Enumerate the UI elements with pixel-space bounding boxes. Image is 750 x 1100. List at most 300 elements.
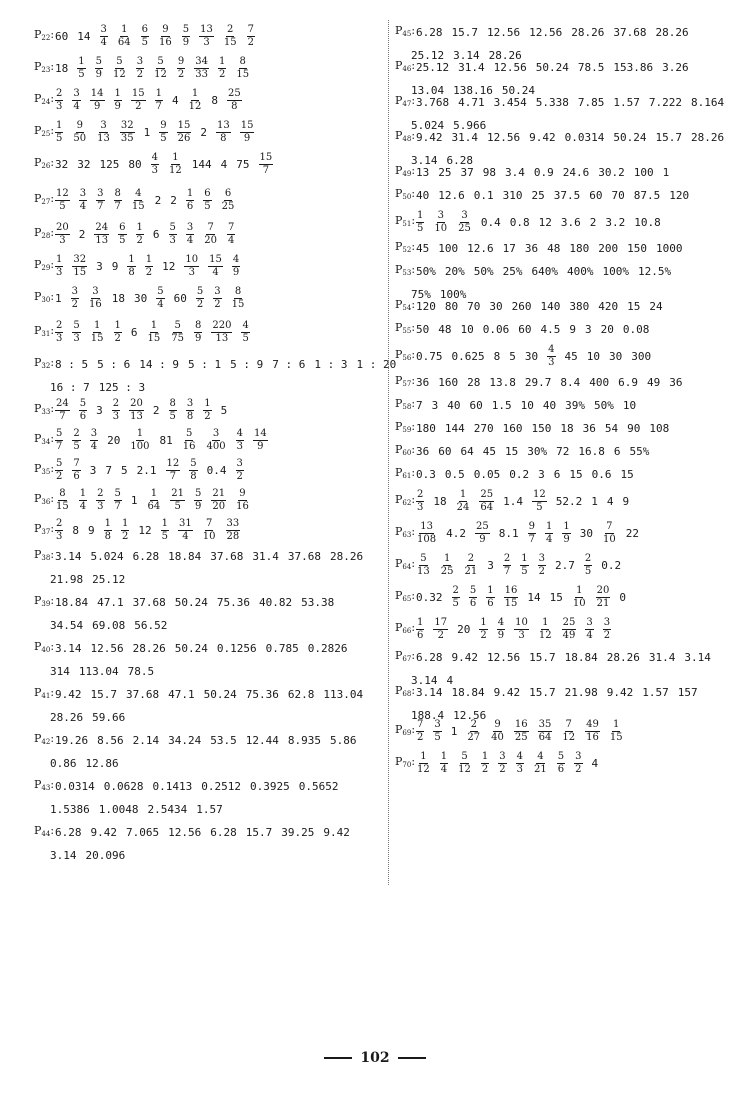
answer-value: 8.935: [287, 733, 322, 747]
answer-value: 9.42: [451, 650, 479, 664]
answer-value: 15.7: [90, 687, 118, 701]
answer-value: 0.2826: [307, 641, 348, 655]
answer-line: [395, 521, 740, 546]
answer-value: 40: [416, 188, 430, 202]
fraction-value: $\frac{1}{12}$: [417, 751, 430, 775]
answer-entry-p31: [34, 320, 384, 356]
answer-value: 7: [416, 398, 423, 412]
fraction-value: $\frac{5}{9}$: [182, 24, 190, 48]
answer-value: 60: [589, 188, 603, 202]
answer-line: [395, 344, 740, 369]
answer-value: 5.024: [411, 119, 445, 132]
fraction-value: $\frac{5}{7}$: [114, 488, 121, 512]
fraction-value: $\frac{1}{5}$: [78, 56, 85, 80]
answer-value: 1: [450, 724, 458, 738]
fraction-value: $\frac{3}{2}$: [499, 751, 506, 775]
fraction-value: $\frac{1}{4}$: [440, 751, 448, 775]
answer-value: 18.84: [168, 549, 202, 563]
answer-value: 50.24: [203, 687, 237, 701]
fraction-value: $\frac{5}{2}$: [56, 458, 63, 482]
answer-line: [395, 240, 740, 257]
answer-value: 108: [649, 421, 670, 435]
answer-value: 28.26: [132, 641, 166, 655]
fraction-value: $\frac{1}{2}$: [122, 518, 129, 542]
fraction-value: $\frac{1}{2}$: [481, 751, 489, 775]
answer-line: [395, 751, 740, 776]
fraction-value: $\frac{20}{3}$: [56, 222, 69, 246]
fraction-value: $\frac{1}{2}$: [136, 222, 143, 246]
answer-value: 10: [520, 398, 534, 412]
answer-value: 0.4: [480, 215, 501, 229]
fraction-value: $\frac{1}{24}$: [456, 489, 470, 513]
page-ref-label: $P_{45}$:: [395, 24, 416, 38]
answer-value: 28.26: [571, 25, 605, 39]
answer-value: 8.164: [691, 95, 725, 109]
answer-value: 380: [569, 299, 590, 313]
answer-line: [34, 428, 384, 453]
answer-value: 7 : 6: [272, 357, 306, 371]
fraction-value: $\frac{3}{2}$: [236, 458, 243, 482]
answer-value: 25: [531, 188, 545, 202]
answer-value: 1: [662, 165, 670, 179]
answer-value: 12.56: [487, 650, 521, 664]
answer-value: 0.3: [416, 467, 436, 481]
page-ref-label: $P_{27}$:: [34, 192, 55, 206]
answer-value: 28.26: [50, 711, 84, 724]
answer-value: 30%: [527, 444, 548, 458]
fraction-value: $\frac{2}{3}$: [97, 488, 104, 512]
answer-value: 8: [72, 523, 80, 537]
answer-value: 25%: [502, 264, 523, 278]
fraction-value: $\frac{220}{13}$: [212, 320, 232, 344]
answer-value: 12.56: [453, 709, 487, 722]
answer-value: 7.85: [577, 95, 605, 109]
answer-value: 0.08: [622, 322, 650, 336]
fraction-value: $\frac{2}{3}$: [56, 320, 63, 344]
answer-value: 81: [159, 433, 173, 447]
fraction-value: $\frac{12}{5}$: [56, 188, 69, 212]
answer-value: 24: [649, 299, 663, 313]
answer-value: 48: [438, 322, 452, 336]
answer-entry-p64: [395, 553, 740, 585]
answer-value: 5.966: [453, 119, 487, 132]
fraction-value: $\frac{3}{4}$: [90, 428, 98, 452]
fraction-value: $\frac{5}{7}$: [56, 428, 63, 452]
answer-value: 0.2: [601, 558, 622, 572]
fraction-value: $\frac{5}{2}$: [196, 286, 204, 310]
page-ref-label: $P_{26}$:: [34, 156, 55, 170]
fraction-value: $\frac{3}{7}$: [97, 188, 104, 212]
answer-value: 20%: [444, 264, 465, 278]
answer-value: 4: [446, 674, 454, 687]
fraction-value: $\frac{25}{9}$: [476, 521, 489, 545]
answer-value: 3.14: [55, 641, 82, 655]
answer-entry-p47: [395, 94, 740, 132]
answer-value: 18.84: [451, 685, 485, 699]
page-ref-label: $P_{62}$:: [395, 493, 416, 507]
column-divider: [388, 20, 389, 885]
fraction-value: $\frac{5}{3}$: [73, 320, 80, 344]
answer-value: 120: [416, 299, 436, 313]
answer-value: 9.42: [55, 687, 82, 701]
fraction-value: $\frac{9}{16}$: [159, 24, 172, 48]
answer-value: 2: [200, 125, 207, 139]
page-ref-label: $P_{30}$:: [34, 290, 55, 304]
answer-value: 9.42: [493, 685, 521, 699]
answer-value: 59.66: [92, 711, 126, 724]
fraction-value: $\frac{3}{400}$: [206, 428, 226, 452]
fraction-value: $\frac{5}{12}$: [113, 56, 126, 80]
answer-entry-p55: [395, 321, 740, 344]
fraction-value: $\frac{21}{5}$: [171, 488, 184, 512]
answer-value: 60: [438, 444, 452, 458]
answer-value: 180: [569, 241, 590, 255]
fraction-value: $\frac{20}{13}$: [130, 398, 143, 422]
fraction-value: $\frac{1}{100}$: [130, 428, 150, 452]
answer-value: 4.5: [540, 322, 561, 336]
answer-value: 0.1413: [152, 779, 193, 793]
answer-entry-p61: [395, 466, 740, 489]
page-ref-label: $P_{34}$:: [34, 432, 55, 446]
answer-entry-p53: [395, 263, 740, 301]
fraction-value: $\frac{1}{5}$: [417, 210, 424, 234]
answer-value: 0.0314: [564, 130, 605, 144]
answer-value: 28: [467, 375, 481, 389]
answer-value: 6.28: [446, 154, 473, 167]
answer-value: 55%: [629, 444, 650, 458]
answer-entry-p42: [34, 732, 384, 778]
fraction-value: $\frac{1}{8}$: [128, 254, 135, 278]
answer-value: 4: [591, 756, 599, 770]
page-ref-label: $P_{41}$:: [34, 686, 55, 700]
answer-value: 9.42: [416, 130, 443, 144]
answer-value: 19.26: [55, 733, 89, 747]
answer-value: 20: [107, 433, 121, 447]
answer-value: 25.12: [92, 573, 126, 586]
answer-value: 138.16: [453, 84, 493, 97]
answer-value: 120: [669, 188, 690, 202]
answer-value: 3: [96, 259, 103, 273]
answer-value: 260: [511, 299, 532, 313]
page-ref-label: $P_{66}$:: [395, 621, 416, 635]
fraction-value: $\frac{20}{21}$: [596, 585, 610, 609]
fraction-value: $\frac{1}{2}$: [204, 398, 211, 422]
answer-value: 4.71: [458, 95, 485, 109]
answer-value: 15.7: [529, 650, 556, 664]
answer-value: 20.096: [85, 849, 126, 862]
answer-value: 1.5: [491, 398, 512, 412]
answer-value: 7.065: [126, 825, 160, 839]
answer-line: [34, 518, 384, 543]
answer-value: 1.5386: [50, 803, 90, 816]
answer-value: 53.38: [301, 595, 335, 609]
fraction-value: $\frac{8}{15}$: [236, 56, 250, 80]
answer-entry-p36: [34, 488, 384, 518]
footer-dash-left: [324, 1057, 352, 1059]
answer-value: 0: [619, 590, 626, 604]
fraction-value: $\frac{7}{10}$: [603, 521, 616, 545]
answer-line: [395, 321, 740, 338]
fraction-value: $\frac{1}{3}$: [56, 254, 63, 278]
answer-value: 3.14: [50, 849, 77, 862]
answer-entry-p59: [395, 420, 740, 443]
answer-line: [34, 573, 384, 587]
answer-line: [395, 24, 740, 41]
fraction-value: $\frac{3}{4}$: [73, 88, 80, 112]
fraction-value: $\frac{24}{13}$: [95, 222, 109, 246]
page-ref-label: $P_{24}$:: [34, 92, 55, 106]
answer-value: 37: [460, 165, 474, 179]
answer-value: 37.5: [553, 188, 581, 202]
answer-value: 7: [105, 463, 113, 477]
answer-value: 47.1: [97, 595, 124, 609]
answer-line: [395, 443, 740, 460]
answer-entry-p56: [395, 344, 740, 374]
page-ref-label: $P_{60}$:: [395, 443, 416, 457]
fraction-value: $\frac{1}{9}$: [114, 88, 121, 112]
answer-line: [395, 210, 740, 235]
answer-value: 64: [460, 444, 474, 458]
answer-value: 22: [625, 526, 639, 540]
answer-entry-p33: [34, 398, 384, 428]
answer-value: 140: [540, 299, 561, 313]
answer-entry-p67: [395, 649, 740, 687]
answer-value: 0.75: [416, 349, 443, 363]
answer-value: 153.86: [613, 60, 654, 74]
fraction-value: $\frac{14}{9}$: [90, 88, 104, 112]
answer-value: 50%: [473, 264, 494, 278]
fraction-value: $\frac{25}{8}$: [228, 88, 241, 112]
answer-value: 80: [128, 157, 142, 171]
answer-value: 18.84: [564, 650, 598, 664]
answer-value: 70: [611, 188, 625, 202]
answer-value: 0.3925: [250, 779, 290, 793]
answer-value: 10.8: [634, 215, 661, 229]
answer-value: 9.42: [90, 825, 118, 839]
answer-line: [395, 187, 740, 204]
page-ref-label: $P_{36}$:: [34, 492, 55, 506]
answer-value: 0.1: [473, 188, 494, 202]
answer-value: 180: [416, 421, 436, 435]
answer-value: 17: [502, 241, 516, 255]
answer-line: [395, 553, 740, 578]
answer-value: 3.2: [605, 215, 626, 229]
answer-value: 31.4: [451, 130, 479, 144]
fraction-value: $\frac{5}{4}$: [157, 286, 164, 310]
answer-value: 6.28: [416, 650, 443, 664]
answer-value: 6.28: [210, 825, 237, 839]
answer-value: 3.14: [411, 154, 438, 167]
page-ref-label: $P_{68}$:: [395, 684, 416, 698]
answer-line: [34, 188, 384, 213]
answer-line: [395, 617, 740, 642]
answer-value: 15: [549, 590, 563, 604]
answer-entry-p40: [34, 640, 384, 686]
fraction-value: $\frac{12}{7}$: [166, 458, 180, 482]
answer-value: 50%: [594, 398, 614, 412]
answer-entry-p27: [34, 188, 384, 222]
answer-value: 12.6: [438, 188, 465, 202]
fraction-value: $\frac{7}{10}$: [202, 518, 216, 542]
answer-value: 18: [433, 494, 447, 508]
answer-value: 8.56: [97, 733, 124, 747]
answer-value: 60: [469, 398, 483, 412]
answer-value: 37.68: [126, 687, 160, 701]
fraction-value: $\frac{1}{64}$: [147, 488, 161, 512]
fraction-value: $\frac{1}{6}$: [487, 585, 494, 609]
fraction-value: $\frac{14}{9}$: [253, 428, 267, 452]
answer-value: 90: [627, 421, 641, 435]
answer-value: 10: [460, 322, 474, 336]
answer-line: [395, 489, 740, 514]
fraction-value: $\frac{5}{12}$: [458, 751, 471, 775]
answer-value: 36: [669, 375, 683, 389]
answer-value: 0.32: [416, 590, 443, 604]
answer-value: 314: [50, 665, 70, 678]
fraction-value: $\frac{2}{7}$: [503, 553, 511, 577]
answer-value: 50.24: [174, 641, 208, 655]
page-ref-label: $P_{54}$:: [395, 298, 416, 312]
answer-line: [34, 458, 384, 483]
fraction-value: $\frac{3}{2}$: [538, 553, 545, 577]
answer-entry-p26: [34, 152, 384, 188]
fraction-value: $\frac{1}{12}$: [188, 88, 202, 112]
answer-value: 1000: [656, 241, 683, 255]
answer-value: 0.4: [206, 463, 227, 477]
answer-value: 9.42: [323, 825, 350, 839]
answer-value: 3: [431, 398, 439, 412]
page-ref-label: $P_{46}$:: [395, 59, 416, 73]
fraction-value: $\frac{1}{4}$: [79, 488, 87, 512]
fraction-value: $\frac{7}{2}$: [247, 24, 254, 48]
answer-line: [395, 263, 740, 280]
fraction-value: $\frac{4}{21}$: [534, 751, 547, 775]
answer-value: 1: [591, 494, 598, 508]
fraction-value: $\frac{5}{9}$: [95, 56, 103, 80]
fraction-value: $\frac{5}{3}$: [169, 222, 176, 246]
answer-value: 0.05: [473, 467, 501, 481]
page-ref-label: $P_{44}$:: [34, 824, 55, 838]
answer-column-left: [34, 24, 397, 870]
answer-value: 25.12: [411, 49, 445, 62]
answer-value: 1.0048: [98, 803, 139, 816]
answer-line: [34, 488, 384, 513]
answer-value: 0.5: [444, 467, 465, 481]
answer-column-right: [395, 24, 740, 783]
answer-value: 5.338: [535, 95, 569, 109]
answer-value: 100: [633, 165, 654, 179]
answer-line: [34, 803, 384, 817]
answer-value: 12: [138, 523, 152, 537]
answer-value: 200: [598, 241, 619, 255]
answer-line: [395, 129, 740, 146]
answer-line: [395, 719, 740, 744]
answer-value: 39%: [565, 398, 586, 412]
answer-value: 1.57: [196, 803, 223, 816]
answer-value: 52.2: [555, 494, 583, 508]
fraction-value: $\frac{25}{64}$: [480, 489, 494, 513]
fraction-value: $\frac{16}{25}$: [514, 719, 528, 743]
answer-value: 8.1: [498, 526, 519, 540]
answer-value: 28.26: [606, 650, 640, 664]
answer-value: 50.24: [501, 84, 535, 97]
answer-value: 8: [493, 349, 501, 363]
fraction-value: $\frac{15}{7}$: [259, 152, 273, 176]
page-ref-label: $P_{70}$:: [395, 755, 416, 769]
answer-value: 4: [220, 157, 228, 171]
fraction-value: $\frac{4}{9}$: [232, 254, 240, 278]
answer-line: [34, 120, 384, 145]
answer-line: [395, 298, 740, 315]
fraction-value: $\frac{3}{16}$: [89, 286, 102, 310]
answer-value: 87.5: [633, 188, 661, 202]
answer-value: 144: [444, 421, 465, 435]
answer-value: 3.14: [684, 650, 711, 664]
answer-value: 1.57: [642, 685, 669, 699]
answer-line: [34, 757, 384, 771]
page-ref-label: $P_{35}$:: [34, 462, 55, 476]
fraction-value: $\frac{2}{21}$: [464, 553, 478, 577]
answer-line: [34, 381, 384, 395]
answer-entry-p46: [395, 59, 740, 97]
answer-entry-p29: [34, 254, 384, 286]
fraction-value: $\frac{25}{49}$: [562, 617, 576, 641]
answer-line: [395, 397, 740, 414]
answer-line: [34, 619, 384, 633]
answer-value: 9: [88, 523, 95, 537]
fraction-value: $\frac{21}{20}$: [212, 488, 226, 512]
answer-entry-p51: [395, 210, 740, 240]
answer-value: 48: [547, 241, 561, 255]
fraction-value: $\frac{1}{64}$: [117, 24, 131, 48]
answer-value: 3: [89, 463, 97, 477]
answer-value: 0.9: [533, 165, 554, 179]
answer-value: 0.2512: [201, 779, 242, 793]
answer-value: 40: [447, 398, 461, 412]
page-ref-label: $P_{38}$:: [34, 548, 55, 562]
answer-value: 0.0628: [103, 779, 144, 793]
answer-value: 47.1: [168, 687, 195, 701]
answer-value: 0.8: [509, 215, 530, 229]
fraction-value: $\frac{4}{3}$: [236, 428, 243, 452]
fraction-value: $\frac{2}{5}$: [73, 428, 80, 452]
answer-entry-p35: [34, 458, 384, 488]
fraction-value: $\frac{3}{2}$: [71, 286, 79, 310]
fraction-value: $\frac{2}{27}$: [467, 719, 481, 743]
answer-value: 56.52: [134, 619, 168, 632]
fraction-value: $\frac{7}{12}$: [562, 719, 576, 743]
fraction-value: $\frac{8}{9}$: [195, 320, 202, 344]
fraction-value: $\frac{1}{12}$: [169, 152, 182, 176]
page-ref-label: $P_{61}$:: [395, 466, 416, 480]
answer-line: [34, 24, 384, 49]
answer-value: 34.24: [168, 733, 202, 747]
answer-value: 2: [78, 227, 86, 241]
page-ref-label: $P_{59}$:: [395, 420, 416, 434]
fraction-value: $\frac{4}{9}$: [497, 617, 505, 641]
fraction-value: $\frac{3}{2}$: [214, 286, 221, 310]
answer-entry-p39: [34, 594, 384, 640]
page-ref-label: $P_{37}$:: [34, 522, 55, 536]
answer-line: [34, 640, 384, 657]
answer-value: 30: [489, 299, 503, 313]
answer-value: 70: [467, 299, 481, 313]
answer-value: 100%: [439, 288, 467, 301]
answer-value: 3.14: [411, 674, 438, 687]
answer-value: 50%: [416, 264, 436, 278]
page-ref-label: $P_{49}$:: [395, 164, 416, 178]
fraction-value: $\frac{1}{4}$: [546, 521, 553, 545]
